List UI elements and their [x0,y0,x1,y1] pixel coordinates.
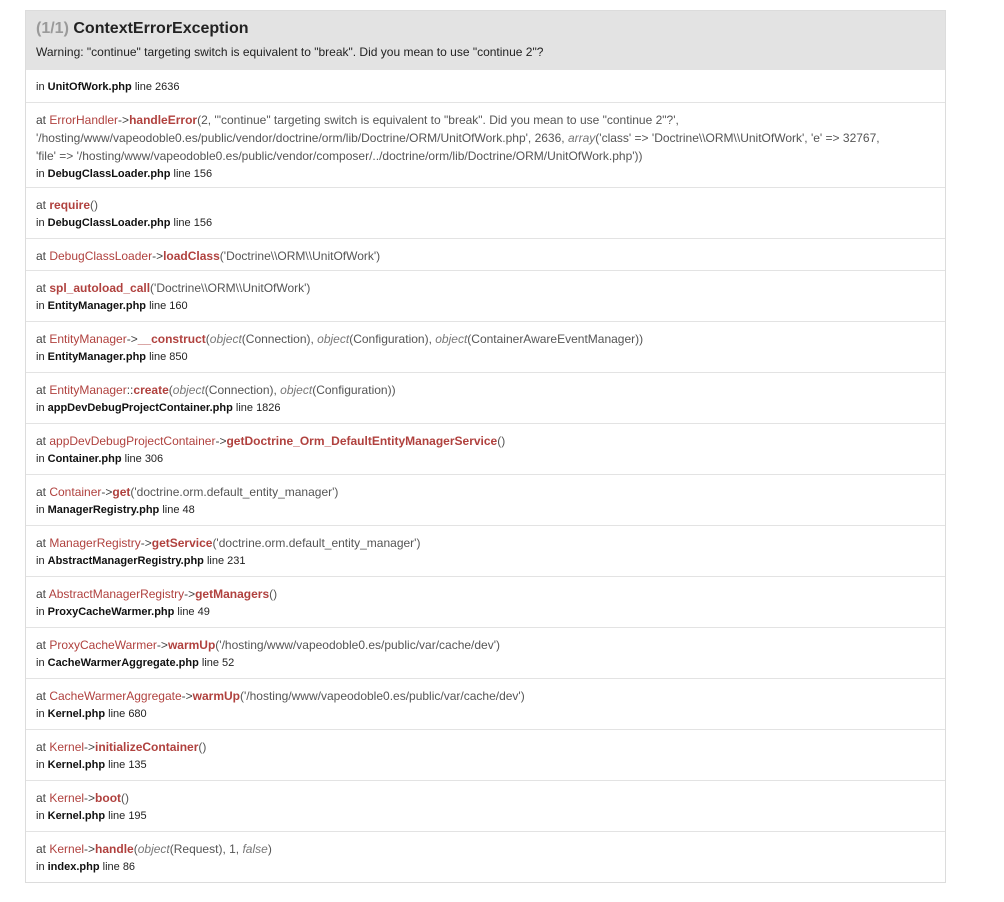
location-prefix: in [36,351,48,363]
call-prefix: at [36,434,50,448]
class-name[interactable]: Kernel [49,842,85,856]
file-name[interactable]: UnitOfWork.php [47,81,132,93]
function-args: () [121,791,130,805]
call-prefix: at [36,383,50,397]
trace-item [26,102,945,187]
line-number: line 49 [174,606,210,618]
function-name: create [133,383,169,397]
trace-item [26,238,945,270]
trace-call [36,483,935,501]
trace-location [36,78,935,96]
call-prefix: at [36,791,50,805]
function-name: require [49,198,91,212]
exception-count: (1/1) [36,20,69,37]
trace-item [26,321,945,372]
class-name[interactable]: appDevDebugProjectContainer [49,434,216,448]
trace-location [36,214,935,232]
function-name: warmUp [167,638,216,652]
trace-item [26,270,945,321]
file-name[interactable]: index.php [47,861,100,873]
trace-location [36,450,935,468]
trace-call [36,687,935,705]
file-name[interactable]: Kernel.php [47,759,106,771]
function-name: handleError [129,113,198,127]
function-name: getManagers [195,587,270,601]
function-name: handle [95,842,134,856]
class-name[interactable]: EntityManager [49,332,127,346]
trace-call [36,585,935,603]
location-prefix: in [36,657,48,669]
call-operator: -> [156,638,168,652]
exception-header [26,11,945,69]
location-prefix: in [36,708,48,720]
file-name[interactable]: ManagerRegistry.php [47,504,160,516]
trace-location [36,807,935,825]
line-number: line 306 [121,453,164,465]
line-number: line 156 [170,168,213,180]
location-prefix: in [36,453,48,465]
class-name[interactable]: Kernel [49,740,85,754]
trace-item [26,576,945,627]
file-name[interactable]: EntityManager.php [47,351,147,363]
location-prefix: in [36,861,48,873]
call-prefix: at [36,740,50,754]
file-name[interactable]: DebugClassLoader.php [47,168,171,180]
function-name: boot [95,791,122,805]
trace-item [26,372,945,423]
first-location-row [26,69,945,102]
exception-class: ContextErrorException [73,20,249,37]
call-operator: -> [184,587,196,601]
trace-location [36,165,935,183]
class-name[interactable]: CacheWarmerAggregate [49,689,182,703]
location-prefix: in [36,300,48,312]
function-name: warmUp [192,689,240,703]
call-operator: -> [181,689,193,703]
line-number: line 1826 [232,402,281,414]
trace-location [36,756,935,774]
location-prefix: in [36,217,48,229]
line-number: line 135 [105,759,147,771]
trace-call [36,432,935,450]
trace-location [36,858,935,876]
trace-location [36,654,935,672]
call-operator: -> [152,249,164,263]
class-name[interactable]: AbstractManagerRegistry [48,587,185,601]
trace-call [36,330,935,348]
function-name: initializeContainer [95,740,199,754]
location-prefix: in [36,402,48,414]
function-args: () [90,198,99,212]
trace-call [36,196,935,214]
line-number: line 156 [170,217,213,229]
file-name[interactable]: ProxyCacheWarmer.php [47,606,175,618]
file-name[interactable]: CacheWarmerAggregate.php [47,657,199,669]
trace-location [36,297,935,315]
call-prefix: at [36,842,50,856]
class-name[interactable]: DebugClassLoader [49,249,153,263]
function-name: getService [151,536,213,550]
trace-call [36,840,935,858]
call-operator: -> [118,113,130,127]
line-number: line 680 [105,708,147,720]
exception-title [36,19,935,39]
location-prefix: in [36,555,48,567]
class-name[interactable]: Container [49,485,102,499]
function-name: spl_autoload_call [49,281,151,295]
call-prefix: at [36,689,50,703]
class-name[interactable]: ErrorHandler [49,113,119,127]
function-args: (object(Connection), object(Configuration), object(ContainerAwareEventManager)) [205,332,644,346]
exception-panel [25,10,946,883]
file-name[interactable]: Container.php [47,453,122,465]
trace-item [26,474,945,525]
call-operator: -> [84,842,96,856]
line-number: line 52 [198,657,235,669]
call-prefix: at [36,113,50,127]
trace-item [26,627,945,678]
file-name[interactable]: Kernel.php [47,708,106,720]
trace-call [36,279,935,297]
function-args: () [269,587,278,601]
trace-item [26,678,945,729]
file-name[interactable]: Kernel.php [47,810,106,822]
call-prefix: at [36,281,50,295]
call-prefix: at [36,536,50,550]
file-name[interactable]: EntityManager.php [47,300,147,312]
file-name[interactable]: appDevDebugProjectContainer.php [47,402,233,414]
line-number: line 48 [159,504,195,516]
function-args: () [198,740,207,754]
trace-call [36,636,935,654]
trace-call [36,789,935,807]
trace-location [36,399,935,417]
class-name[interactable]: ManagerRegistry [49,536,141,550]
function-name: loadClass [163,249,220,263]
trace-location [36,501,935,519]
trace-location [36,348,935,366]
call-prefix: at [36,587,49,601]
trace-location [36,705,935,723]
function-args: (object(Request), 1, false) [133,842,272,856]
location-prefix: in [36,810,48,822]
trace-item [26,780,945,831]
file-name[interactable]: DebugClassLoader.php [47,217,171,229]
class-name[interactable]: Kernel [49,791,85,805]
exception-message: Warning: "continue" targeting switch is equivalent to "break". Did you mean to use "continue 2"? [36,45,544,59]
line-number: line 2636 [134,81,180,93]
trace-item [26,423,945,474]
trace-call [36,381,935,399]
function-args: () [497,434,506,448]
location-prefix: in [36,504,48,516]
call-prefix: at [36,198,50,212]
function-name: __construct [137,332,206,346]
trace-item [26,831,945,882]
call-prefix: at [36,485,50,499]
trace-call [36,534,935,552]
location-prefix: in [36,81,45,93]
trace-item [26,525,945,576]
line-number: line 160 [146,300,188,312]
file-name[interactable]: AbstractManagerRegistry.php [47,555,204,567]
line-number: line 850 [146,351,188,363]
call-operator: -> [84,740,96,754]
call-prefix: at [36,638,50,652]
trace-location [36,552,935,570]
call-operator: -> [84,791,96,805]
class-name[interactable]: EntityManager [49,383,127,397]
class-name[interactable]: ProxyCacheWarmer [49,638,157,652]
function-name: get [112,485,131,499]
function-name: getDoctrine_Orm_DefaultEntityManagerService [226,434,498,448]
call-operator: :: [126,383,134,397]
function-args: (2, '"continue" targeting switch is equivalent to "break". Did you mean to use "continue 2"?', '/hosting/www/vapeodoble0.es/public/vendor/doctrine/orm/lib/Doctrine/ORM/UnitOfWork.php', 2636, array('class' => 'Doctrine\\ORM\\UnitOfWork', 'e' => 32767, 'file' => '/hosting/www/vapeodoble0.es/public/vendor/composer/../doctrine/orm/lib/Doctrine/ORM/UnitOfWork.php')) [36,113,880,163]
function-args: ('Doctrine\\ORM\\UnitOfWork') [150,281,311,295]
line-number: line 86 [99,861,136,873]
stack-trace-list [26,102,945,882]
function-args: ('/hosting/www/vapeodoble0.es/public/var/cache/dev') [239,689,525,703]
call-prefix: at [36,332,50,346]
function-args: (object(Connection), object(Configuration)) [168,383,396,397]
line-number: line 231 [203,555,246,567]
call-operator: -> [140,536,152,550]
function-args: ('Doctrine\\ORM\\UnitOfWork') [219,249,381,263]
trace-call [36,738,935,756]
call-prefix: at [36,249,50,263]
trace-location [36,603,935,621]
trace-item [26,187,945,238]
line-number: line 195 [105,810,147,822]
trace-call [36,247,935,265]
function-args: ('doctrine.orm.default_entity_manager') [212,536,421,550]
function-args: ('doctrine.orm.default_entity_manager') [130,485,339,499]
trace-call [36,111,935,165]
trace-item [26,729,945,780]
function-args: ('/hosting/www/vapeodoble0.es/public/var/cache/dev') [215,638,501,652]
location-prefix: in [36,168,48,180]
location-prefix: in [36,759,48,771]
call-operator: -> [101,485,113,499]
call-operator: -> [126,332,138,346]
location-prefix: in [36,606,48,618]
call-operator: -> [215,434,227,448]
